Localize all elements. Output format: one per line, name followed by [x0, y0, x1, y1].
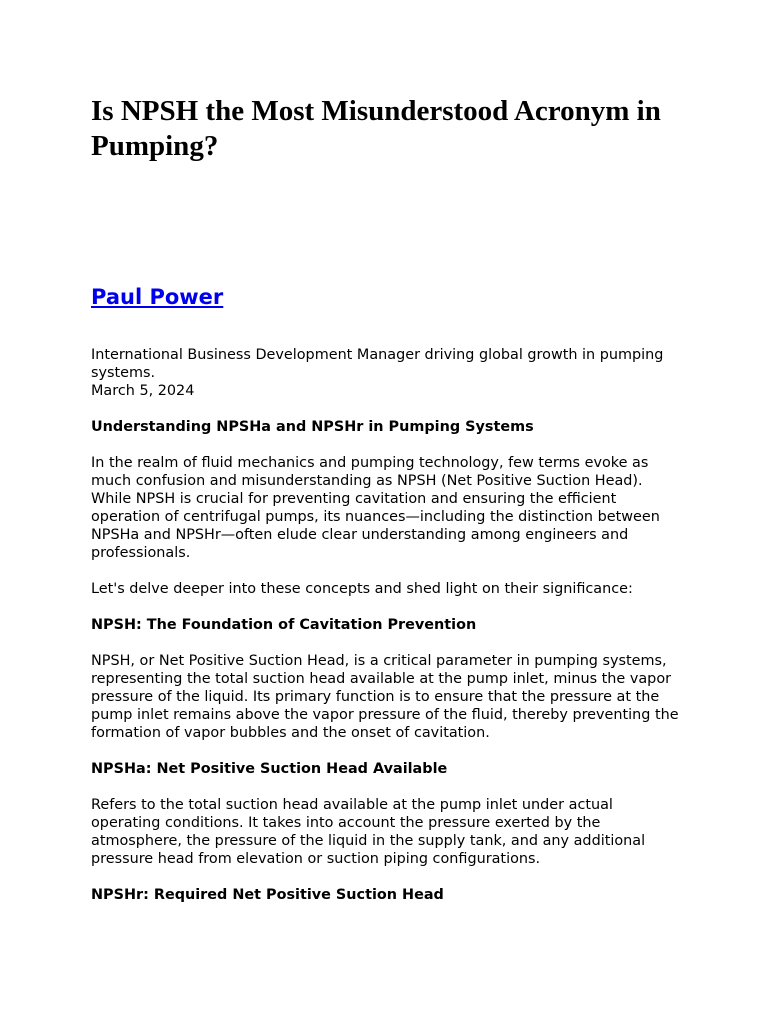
author-link[interactable]: Paul Power [91, 285, 224, 309]
paragraph: NPSH, or Net Positive Suction Head, is a critical parameter in pumping systems, representing the total suction head available at the pump inlet, minus the vapor pressure of the liquid. Its primary function is to ensure that the pressure at the pump inlet remains above the vapor pressure of the fluid, thereby preventing the formation of vapor bubbles and the onset of cavitation. [91, 653, 679, 741]
paragraph: Let's delve deeper into these concepts and shed light on their significance: [91, 581, 633, 597]
author-heading [91, 283, 223, 311]
section-heading: NPSH: The Foundation of Cavitation Prevention [91, 617, 477, 633]
section-heading: NPSHr: Required Net Positive Suction Head [91, 887, 444, 903]
paragraph: In the realm of fluid mechanics and pumping technology, few terms evoke as much confusion and misunderstanding as NPSH (Net Positive Suction Head). While NPSH is crucial for preventing cavitation and ensuring the efficient operation of centrifugal pumps, its nuances—including the distinction between NPSHa and NPSHr—often elude clear understanding among engineers and professionals. [91, 455, 660, 561]
publish-date: March 5, 2024 [91, 383, 195, 399]
author-headline: International Business Development Manager driving global growth in pumping systems. [91, 347, 664, 381]
paragraph: Refers to the total suction head available at the pump inlet under actual operating conditions. It takes into account the pressure exerted by the atmosphere, the pressure of the liquid in the supply tank, and any additional pressure head from elevation or suction piping configurations. [91, 797, 646, 867]
article-body [91, 346, 681, 904]
article-title: Is NPSH the Most Misunderstood Acronym in Pumping? [91, 95, 661, 162]
section-heading: Understanding NPSHa and NPSHr in Pumping Systems [91, 419, 534, 435]
section-heading: NPSHa: Net Positive Suction Head Available [91, 761, 448, 777]
